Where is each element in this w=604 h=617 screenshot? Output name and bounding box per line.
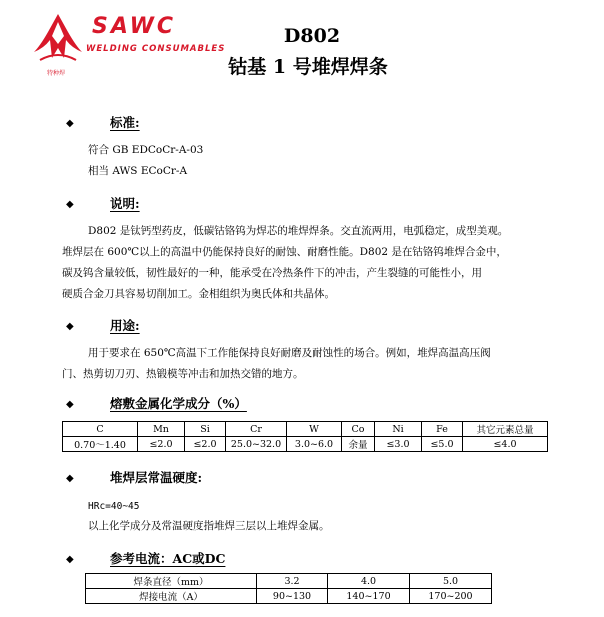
- table-cell: ≤4.0: [463, 437, 548, 452]
- table-cell: 25.0~32.0: [226, 437, 287, 452]
- table-header-cell: Mn: [138, 422, 185, 437]
- table-cell: 3.2: [257, 574, 328, 589]
- current-table: [85, 573, 492, 604]
- table-header-cell: 焊条直径（mm）: [86, 574, 257, 589]
- standard-line: 符合 GB EDCoCr-A-03: [88, 144, 204, 156]
- section-bullet: ◆: [66, 399, 74, 410]
- table-header-cell: Ni: [375, 422, 422, 437]
- logo-caption: 特种焊: [47, 70, 66, 77]
- table-cell: 140~170: [328, 589, 410, 604]
- standard-line: 相当 AWS ECoCr-A: [88, 165, 188, 177]
- table-cell: 5.0: [410, 574, 492, 589]
- usage-line: 门、热剪切刀刃、热锻模等冲击和加热交错的地方。: [62, 368, 304, 380]
- description-line: 硬质合金刀具容易切削加工。金相组织为奥氏体和共晶体。: [62, 288, 335, 300]
- description-title: 说明:: [110, 196, 140, 211]
- composition-table: [62, 421, 548, 452]
- section-bullet: ◆: [66, 554, 74, 565]
- table-header-cell: 焊接电流（A）: [86, 589, 257, 604]
- product-title: 钴基 1 号堆焊焊条: [228, 56, 388, 78]
- section-bullet: ◆: [66, 118, 74, 129]
- current-title: 参考电流：AC或DC: [110, 551, 226, 566]
- description-line: 堆焊层在 600℃以上的高温中仍能保持良好的耐蚀、耐磨性能。D802 是在钴铬钨堆焊合金中，: [62, 246, 507, 258]
- table-header-cell: W: [287, 422, 342, 437]
- description-line: D802 是钛钙型药皮，低碳钴铬钨为焊芯的堆焊焊条。交直流两用，电弧稳定，成型美观。: [88, 225, 509, 237]
- hardness-line: 以上化学成分及常温硬度指堆焊三层以上堆焊金属。: [88, 520, 330, 532]
- table-header-cell: Co: [342, 422, 375, 437]
- table-cell: 0.70～1.40: [63, 437, 138, 452]
- table-cell: ≤2.0: [185, 437, 226, 452]
- table-cell: ≤3.0: [375, 437, 422, 452]
- table-cell: 170~200: [410, 589, 492, 604]
- description-line: 碳及钨含量较低，韧性最好的一种，能承受在冷热条件下的冲击，产生裂缝的可能性小，用: [62, 267, 482, 279]
- standard-title: 标准:: [110, 115, 140, 130]
- table-header-cell: Cr: [226, 422, 287, 437]
- current-row-diameter: [86, 574, 492, 589]
- table-cell: 3.0~6.0: [287, 437, 342, 452]
- composition-title: 熔敷金属化学成分（%）: [110, 396, 247, 411]
- model-number: D802: [283, 25, 341, 47]
- table-cell: 90~130: [257, 589, 328, 604]
- composition-value-row: [63, 437, 548, 452]
- table-header-cell: 其它元素总量: [463, 422, 548, 437]
- table-header-cell: C: [63, 422, 138, 437]
- section-bullet: ◆: [66, 321, 74, 332]
- brand-name: SAWC: [92, 14, 177, 39]
- usage-line: 用于要求在 650℃高温下工作能保持良好耐磨及耐蚀性的场合。例如，堆焊高温高压阀: [88, 347, 491, 359]
- section-bullet: ◆: [66, 199, 74, 210]
- composition-header-row: [63, 422, 548, 437]
- table-header-cell: Si: [185, 422, 226, 437]
- table-cell: ≤2.0: [138, 437, 185, 452]
- brand-subtitle: WELDING CONSUMABLES: [86, 44, 226, 54]
- table-cell: ≤5.0: [422, 437, 463, 452]
- table-header-cell: Fe: [422, 422, 463, 437]
- hardness-line: HRc=40~45: [88, 501, 140, 512]
- current-row-amperage: [86, 589, 492, 604]
- hardness-title: 堆焊层常温硬度:: [110, 470, 203, 485]
- usage-title: 用途:: [110, 318, 140, 333]
- table-cell: 4.0: [328, 574, 410, 589]
- table-cell: 余量: [342, 437, 375, 452]
- section-bullet: ◆: [66, 473, 74, 484]
